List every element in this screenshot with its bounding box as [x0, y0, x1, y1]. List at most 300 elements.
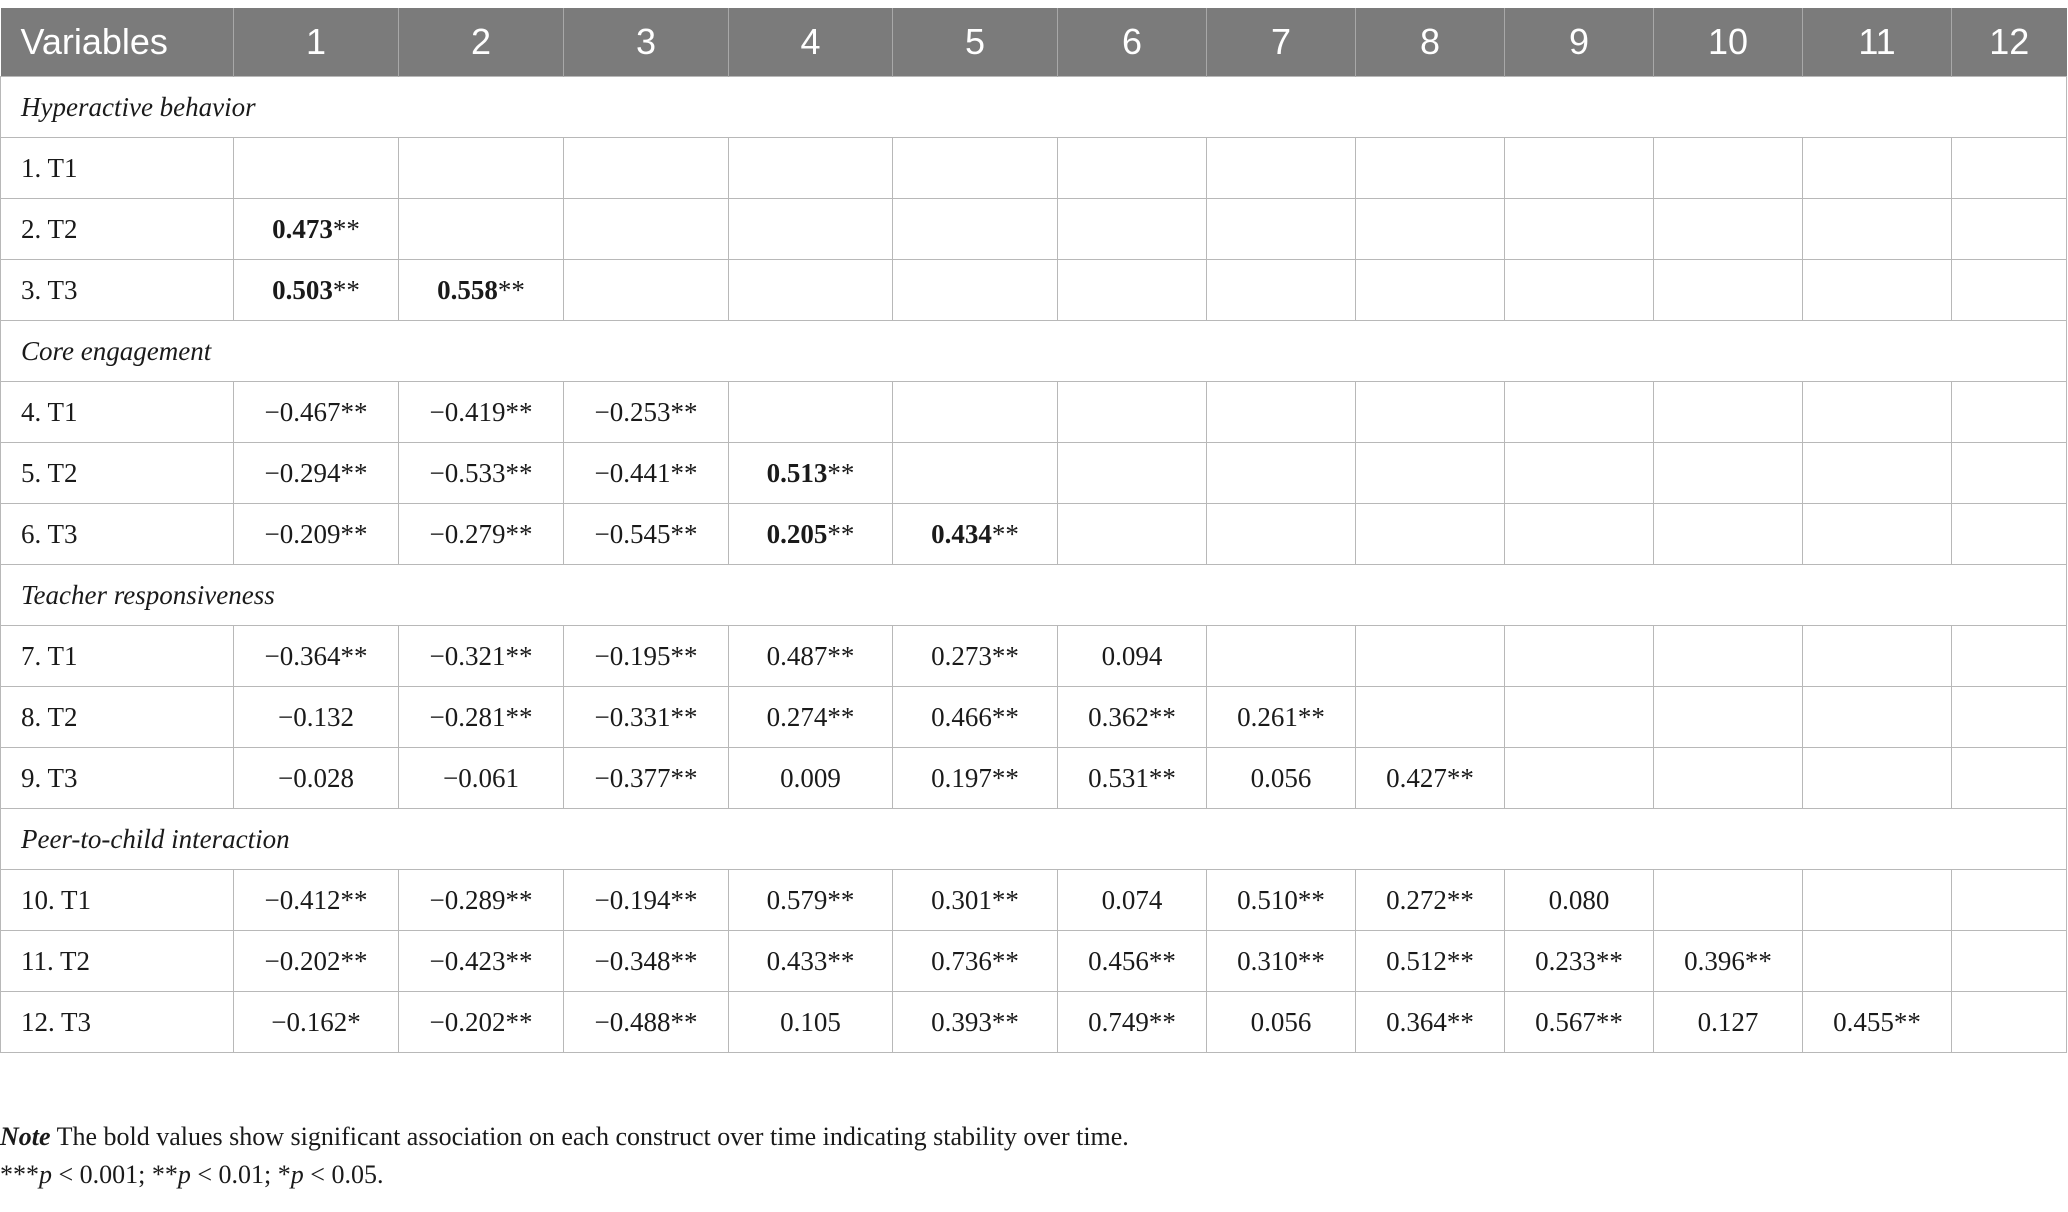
table-cell	[1505, 687, 1654, 748]
table-cell	[1207, 992, 1356, 1053]
table-cell	[399, 687, 564, 748]
table-cell	[1505, 443, 1654, 504]
table-cell	[234, 687, 399, 748]
table-cell	[729, 748, 893, 809]
table-cell	[399, 931, 564, 992]
table-cell	[1803, 138, 1952, 199]
table-cell	[234, 382, 399, 443]
cell-value: 0.473	[272, 213, 333, 244]
cell-value: −0.348	[594, 945, 671, 976]
significance-line	[0, 1156, 1129, 1194]
header-variables: Variables	[1, 8, 234, 77]
cell-value: 0.567	[1535, 1006, 1596, 1037]
cell-value: 0.056	[1250, 762, 1312, 793]
table-cell	[893, 443, 1058, 504]
row-label: 10. T1	[1, 870, 234, 931]
cell-significance: **	[991, 945, 1019, 976]
cell-significance: **	[827, 701, 855, 732]
correlation-table	[0, 8, 2067, 1053]
table-cell	[1505, 931, 1654, 992]
cell-value: 0.310	[1237, 945, 1298, 976]
table-cell	[399, 382, 564, 443]
cell-significance: **	[827, 518, 855, 549]
cell-value: 0.456	[1088, 945, 1149, 976]
cell-value: 0.455	[1833, 1006, 1894, 1037]
cell-value: 0.510	[1237, 884, 1298, 915]
table-cell	[893, 626, 1058, 687]
cell-value: −0.412	[264, 884, 341, 915]
table-cell	[1654, 626, 1803, 687]
group-row-hyperactive	[1, 77, 2067, 138]
table-cell	[729, 443, 893, 504]
sig-p: p	[39, 1160, 52, 1189]
table-footnote	[0, 1118, 1129, 1194]
table-cell	[1058, 260, 1207, 321]
table-row	[1, 504, 2067, 565]
table-cell	[1952, 992, 2067, 1053]
table-cell	[234, 992, 399, 1053]
cell-value: −0.364	[264, 640, 341, 671]
cell-significance: **	[1148, 945, 1176, 976]
cell-significance: **	[340, 396, 368, 427]
cell-significance: **	[991, 518, 1019, 549]
table-cell	[1952, 199, 2067, 260]
table-cell	[1207, 504, 1356, 565]
table-cell	[893, 992, 1058, 1053]
table-cell	[1505, 382, 1654, 443]
table-cell	[1505, 199, 1654, 260]
cell-significance: *	[347, 1006, 361, 1037]
table-cell	[1058, 504, 1207, 565]
table-cell	[1803, 870, 1952, 931]
cell-value: 0.579	[766, 884, 828, 915]
cell-significance: **	[1148, 762, 1176, 793]
cell-value: 0.749	[1088, 1006, 1149, 1037]
cell-value: 0.396	[1684, 945, 1745, 976]
cell-significance: **	[505, 518, 533, 549]
table-body	[1, 77, 2067, 1053]
row-label: 9. T3	[1, 748, 234, 809]
cell-value: 0.513	[766, 457, 828, 488]
table-cell	[1058, 443, 1207, 504]
cell-value: 0.272	[1386, 884, 1447, 915]
row-label: 7. T1	[1, 626, 234, 687]
table-cell	[564, 992, 729, 1053]
table-row	[1, 199, 2067, 260]
cell-significance: **	[1297, 884, 1325, 915]
table-cell	[564, 687, 729, 748]
cell-significance: **	[1148, 1006, 1176, 1037]
cell-significance: **	[1595, 1006, 1623, 1037]
table-row	[1, 870, 2067, 931]
table-row	[1, 748, 2067, 809]
table-cell	[1952, 382, 2067, 443]
cell-value: 0.512	[1386, 945, 1447, 976]
table-cell	[1356, 199, 1505, 260]
cell-value: −0.281	[429, 701, 506, 732]
table-cell	[1654, 443, 1803, 504]
cell-value: −0.202	[429, 1006, 506, 1037]
header-col-11: 11	[1803, 8, 1952, 77]
table-cell	[1207, 138, 1356, 199]
table-cell	[234, 138, 399, 199]
sig-threshold: < 0.01;	[190, 1160, 278, 1189]
table-cell	[729, 382, 893, 443]
header-row	[1, 8, 2067, 77]
cell-value: 0.531	[1088, 762, 1149, 793]
group-label-peer: Peer-to-child interaction	[1, 809, 2067, 870]
table-cell	[234, 870, 399, 931]
cell-significance: **	[505, 640, 533, 671]
header-col-2: 2	[399, 8, 564, 77]
table-cell	[564, 870, 729, 931]
table-cell	[1058, 199, 1207, 260]
cell-significance: **	[827, 640, 855, 671]
cell-value: −0.028	[278, 762, 354, 793]
table-cell	[234, 504, 399, 565]
table-cell	[1654, 992, 1803, 1053]
table-cell	[1505, 992, 1654, 1053]
cell-value: 0.433	[766, 945, 828, 976]
cell-significance: **	[991, 1006, 1019, 1037]
table-row	[1, 931, 2067, 992]
note-line	[0, 1118, 1129, 1156]
cell-value: −0.331	[594, 701, 671, 732]
cell-value: −0.467	[264, 396, 341, 427]
group-label-teacher: Teacher responsiveness	[1, 565, 2067, 626]
cell-value: 0.364	[1386, 1006, 1447, 1037]
cell-value: 0.736	[931, 945, 992, 976]
table-cell	[729, 260, 893, 321]
cell-value: −0.202	[264, 945, 341, 976]
table-cell	[399, 504, 564, 565]
table-cell	[1058, 626, 1207, 687]
sig-p: p	[290, 1160, 304, 1189]
table-cell	[1654, 748, 1803, 809]
table-cell	[1207, 626, 1356, 687]
cell-significance: **	[1446, 762, 1474, 793]
cell-significance: **	[340, 640, 368, 671]
table-cell	[729, 931, 893, 992]
cell-value: −0.545	[594, 518, 671, 549]
cell-significance: **	[670, 1006, 698, 1037]
cell-significance: **	[340, 457, 368, 488]
cell-significance: **	[991, 701, 1019, 732]
cell-significance: **	[670, 457, 698, 488]
table-cell	[893, 138, 1058, 199]
cell-value: −0.377	[594, 762, 671, 793]
table-cell	[234, 626, 399, 687]
table-cell	[1058, 687, 1207, 748]
table-cell	[1803, 992, 1952, 1053]
table-cell	[1207, 260, 1356, 321]
cell-significance: **	[1297, 945, 1325, 976]
cell-value: −0.533	[429, 457, 506, 488]
table-cell	[1952, 260, 2067, 321]
note-label: Note	[0, 1122, 51, 1151]
table-row	[1, 138, 2067, 199]
table-cell	[1803, 199, 1952, 260]
cell-significance: **	[670, 640, 698, 671]
cell-significance: **	[670, 396, 698, 427]
cell-value: 0.233	[1535, 945, 1596, 976]
cell-significance: **	[1893, 1006, 1921, 1037]
table-cell	[1207, 382, 1356, 443]
note-text: The bold values show significant association on each construct over time indicating stability over time.	[50, 1122, 1129, 1151]
table-cell	[399, 870, 564, 931]
table-cell	[1505, 748, 1654, 809]
table-cell	[399, 443, 564, 504]
cell-value: 0.274	[766, 701, 828, 732]
cell-value: −0.321	[429, 640, 506, 671]
table-cell	[1356, 443, 1505, 504]
cell-value: 0.080	[1548, 884, 1610, 915]
table-cell	[893, 504, 1058, 565]
table-cell	[1654, 870, 1803, 931]
cell-significance: **	[332, 213, 360, 244]
cell-value: 0.197	[931, 762, 992, 793]
row-label: 5. T2	[1, 443, 234, 504]
row-label: 4. T1	[1, 382, 234, 443]
table-cell	[399, 260, 564, 321]
table-cell	[1356, 382, 1505, 443]
cell-significance: **	[991, 640, 1019, 671]
table-row	[1, 260, 2067, 321]
cell-value: −0.488	[594, 1006, 671, 1037]
sig-stars: **	[151, 1160, 178, 1189]
cell-value: −0.294	[264, 457, 341, 488]
header-col-5: 5	[893, 8, 1058, 77]
cell-significance: **	[991, 884, 1019, 915]
table-cell	[1356, 504, 1505, 565]
table-cell	[399, 138, 564, 199]
cell-value: −0.194	[594, 884, 671, 915]
table-cell	[564, 199, 729, 260]
table-cell	[234, 199, 399, 260]
table-cell	[893, 870, 1058, 931]
table-cell	[564, 138, 729, 199]
header-col-1: 1	[234, 8, 399, 77]
table-cell	[1505, 626, 1654, 687]
cell-significance: **	[991, 762, 1019, 793]
cell-significance: **	[670, 518, 698, 549]
row-label: 12. T3	[1, 992, 234, 1053]
table-cell	[234, 931, 399, 992]
cell-value: −0.209	[264, 518, 341, 549]
table-cell	[1505, 870, 1654, 931]
table-cell	[1654, 382, 1803, 443]
cell-value: 0.301	[931, 884, 992, 915]
header-col-12: 12	[1952, 8, 2067, 77]
table-row	[1, 687, 2067, 748]
header-col-9: 9	[1505, 8, 1654, 77]
table-cell	[1952, 138, 2067, 199]
cell-value: 0.056	[1250, 1006, 1312, 1037]
header-col-7: 7	[1207, 8, 1356, 77]
cell-value: 0.466	[931, 701, 992, 732]
sig-p: p	[177, 1160, 191, 1189]
cell-significance: **	[505, 884, 533, 915]
table-cell	[1803, 626, 1952, 687]
cell-significance: **	[1148, 701, 1176, 732]
table-cell	[234, 443, 399, 504]
table-cell	[1952, 504, 2067, 565]
cell-significance: **	[505, 396, 533, 427]
header-col-4: 4	[729, 8, 893, 77]
table-row	[1, 626, 2067, 687]
cell-significance: **	[1595, 945, 1623, 976]
cell-value: −0.419	[429, 396, 506, 427]
table-cell	[1952, 870, 2067, 931]
table-cell	[1207, 199, 1356, 260]
cell-significance: **	[827, 945, 855, 976]
table-cell	[1952, 443, 2067, 504]
table-cell	[729, 992, 893, 1053]
cell-significance: **	[1446, 945, 1474, 976]
cell-significance: **	[827, 884, 855, 915]
cell-value: 0.261	[1237, 701, 1298, 732]
table-cell	[1207, 687, 1356, 748]
cell-significance: **	[340, 945, 368, 976]
table-cell	[729, 138, 893, 199]
table-cell	[893, 931, 1058, 992]
cell-value: −0.253	[594, 396, 671, 427]
table-cell	[1356, 870, 1505, 931]
cell-value: 0.558	[437, 274, 498, 305]
group-row-teacher	[1, 565, 2067, 626]
sig-stars: ***	[0, 1160, 39, 1189]
cell-significance: **	[670, 945, 698, 976]
table-cell	[564, 382, 729, 443]
table-cell	[729, 687, 893, 748]
sig-threshold: < 0.001;	[52, 1160, 152, 1189]
cell-value: 0.393	[931, 1006, 992, 1037]
table-row	[1, 443, 2067, 504]
table-cell	[1952, 626, 2067, 687]
group-label-hyperactive: Hyperactive behavior	[1, 77, 2067, 138]
table-cell	[1654, 931, 1803, 992]
table-cell	[729, 199, 893, 260]
table-cell	[893, 260, 1058, 321]
table-cell	[1952, 687, 2067, 748]
cell-significance: **	[670, 701, 698, 732]
row-label: 1. T1	[1, 138, 234, 199]
cell-significance: **	[505, 1006, 533, 1037]
table-cell	[1803, 443, 1952, 504]
table-cell	[1952, 931, 2067, 992]
header-col-8: 8	[1356, 8, 1505, 77]
table-cell	[1803, 504, 1952, 565]
cell-value: 0.105	[780, 1006, 841, 1037]
cell-significance: **	[497, 274, 525, 305]
cell-significance: **	[505, 945, 533, 976]
table-cell	[1058, 748, 1207, 809]
group-label-core: Core engagement	[1, 321, 2067, 382]
row-label: 6. T3	[1, 504, 234, 565]
cell-value: 0.127	[1697, 1006, 1759, 1037]
table-cell	[729, 870, 893, 931]
table-cell	[893, 748, 1058, 809]
table-cell	[564, 626, 729, 687]
table-cell	[1803, 260, 1952, 321]
table-row	[1, 382, 2067, 443]
table-row	[1, 992, 2067, 1053]
table-cell	[234, 748, 399, 809]
cell-value: 0.503	[272, 274, 333, 305]
table-cell	[399, 626, 564, 687]
header-col-3: 3	[564, 8, 729, 77]
cell-significance: **	[505, 701, 533, 732]
cell-significance: **	[340, 518, 368, 549]
table-cell	[1207, 931, 1356, 992]
table-cell	[1058, 138, 1207, 199]
cell-value: −0.289	[429, 884, 506, 915]
table-cell	[399, 748, 564, 809]
cell-significance: **	[1297, 701, 1325, 732]
table-cell	[1058, 870, 1207, 931]
table-cell	[399, 199, 564, 260]
header-col-10: 10	[1654, 8, 1803, 77]
table-cell	[564, 443, 729, 504]
cell-value: 0.205	[766, 518, 828, 549]
cell-significance: **	[670, 884, 698, 915]
cell-value: 0.094	[1101, 640, 1163, 671]
sig-threshold: < 0.05.	[303, 1160, 384, 1189]
table-cell	[1356, 992, 1505, 1053]
cell-value: −0.132	[278, 701, 354, 732]
table-cell	[1207, 870, 1356, 931]
table-cell	[1803, 748, 1952, 809]
table-cell	[1356, 931, 1505, 992]
table-cell	[729, 504, 893, 565]
table-cell	[1654, 687, 1803, 748]
group-row-core	[1, 321, 2067, 382]
cell-significance: **	[505, 457, 533, 488]
table-cell	[564, 931, 729, 992]
table-cell	[1654, 260, 1803, 321]
row-label: 11. T2	[1, 931, 234, 992]
cell-value: 0.487	[766, 640, 828, 671]
correlation-table-container	[0, 8, 2068, 1053]
table-cell	[1058, 931, 1207, 992]
table-cell	[1803, 382, 1952, 443]
table-cell	[893, 382, 1058, 443]
table-cell	[1505, 260, 1654, 321]
table-cell	[1356, 748, 1505, 809]
cell-value: 0.273	[931, 640, 992, 671]
table-cell	[564, 748, 729, 809]
table-cell	[1356, 687, 1505, 748]
cell-value: −0.162	[271, 1006, 348, 1037]
table-cell	[564, 260, 729, 321]
table-cell	[399, 992, 564, 1053]
table-cell	[1207, 748, 1356, 809]
table-cell	[1803, 687, 1952, 748]
cell-value: 0.009	[780, 762, 841, 793]
table-cell	[1952, 748, 2067, 809]
table-cell	[1654, 504, 1803, 565]
cell-significance: **	[827, 457, 855, 488]
table-cell	[1356, 138, 1505, 199]
cell-value: 0.434	[931, 518, 992, 549]
header-col-6: 6	[1058, 8, 1207, 77]
cell-significance: **	[340, 884, 368, 915]
cell-significance: **	[1446, 884, 1474, 915]
table-cell	[893, 199, 1058, 260]
cell-value: −0.279	[429, 518, 506, 549]
table-cell	[729, 626, 893, 687]
table-cell	[1505, 504, 1654, 565]
